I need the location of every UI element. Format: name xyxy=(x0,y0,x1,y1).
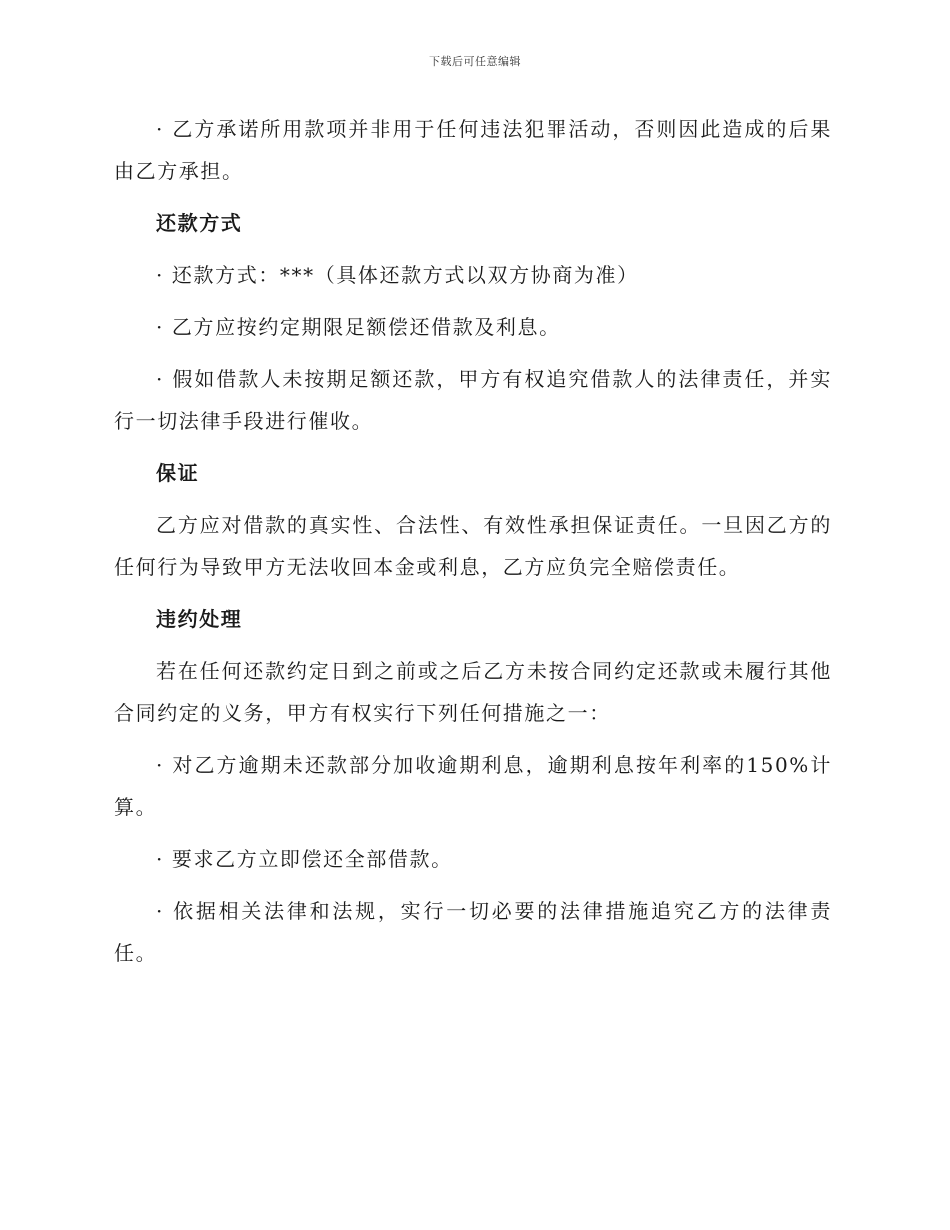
paragraph-legal-action: · 依据相关法律和法规，实行一切必要的法律措施追究乙方的法律责任。 xyxy=(114,899,832,965)
paragraph-default-collection: · 假如借款人未按期足额还款，甲方有权追究借款人的法律责任，并实行一切法律手段进行催收。 xyxy=(114,367,832,433)
paragraph-repayment-method: · 还款方式：***（具体还款方式以双方协商为准） xyxy=(156,263,639,287)
paragraph-purpose-commitment: · 乙方承诺所用款项并非用于任何违法犯罪活动，否则因此造成的后果由乙方承担。 xyxy=(114,117,832,183)
paragraph-immediate-repayment: · 要求乙方立即偿还全部借款。 xyxy=(156,847,453,871)
section-heading-repayment: 还款方式 xyxy=(156,211,243,235)
page-header: 下载后可任意编辑 xyxy=(429,55,521,68)
paragraph-overdue-interest: · 对乙方逾期未还款部分加收逾期利息，逾期利息按年利率的150%计算。 xyxy=(114,753,832,819)
paragraph-breach-intro: 若在任何还款约定日到之前或之后乙方未按合同约定还款或未履行其他合同约定的义务，甲方有权实行下列任何措施之一： xyxy=(114,659,832,725)
section-heading-guarantee: 保证 xyxy=(156,461,200,485)
paragraph-guarantee: 乙方应对借款的真实性、合法性、有效性承担保证责任。一旦因乙方的任何行为导致甲方无法收回本金或利息，乙方应负完全赔偿责任。 xyxy=(114,513,832,579)
paragraph-repayment-term: · 乙方应按约定期限足额偿还借款及利息。 xyxy=(156,315,561,339)
document-body xyxy=(114,108,832,974)
section-heading-breach: 违约处理 xyxy=(156,607,243,631)
